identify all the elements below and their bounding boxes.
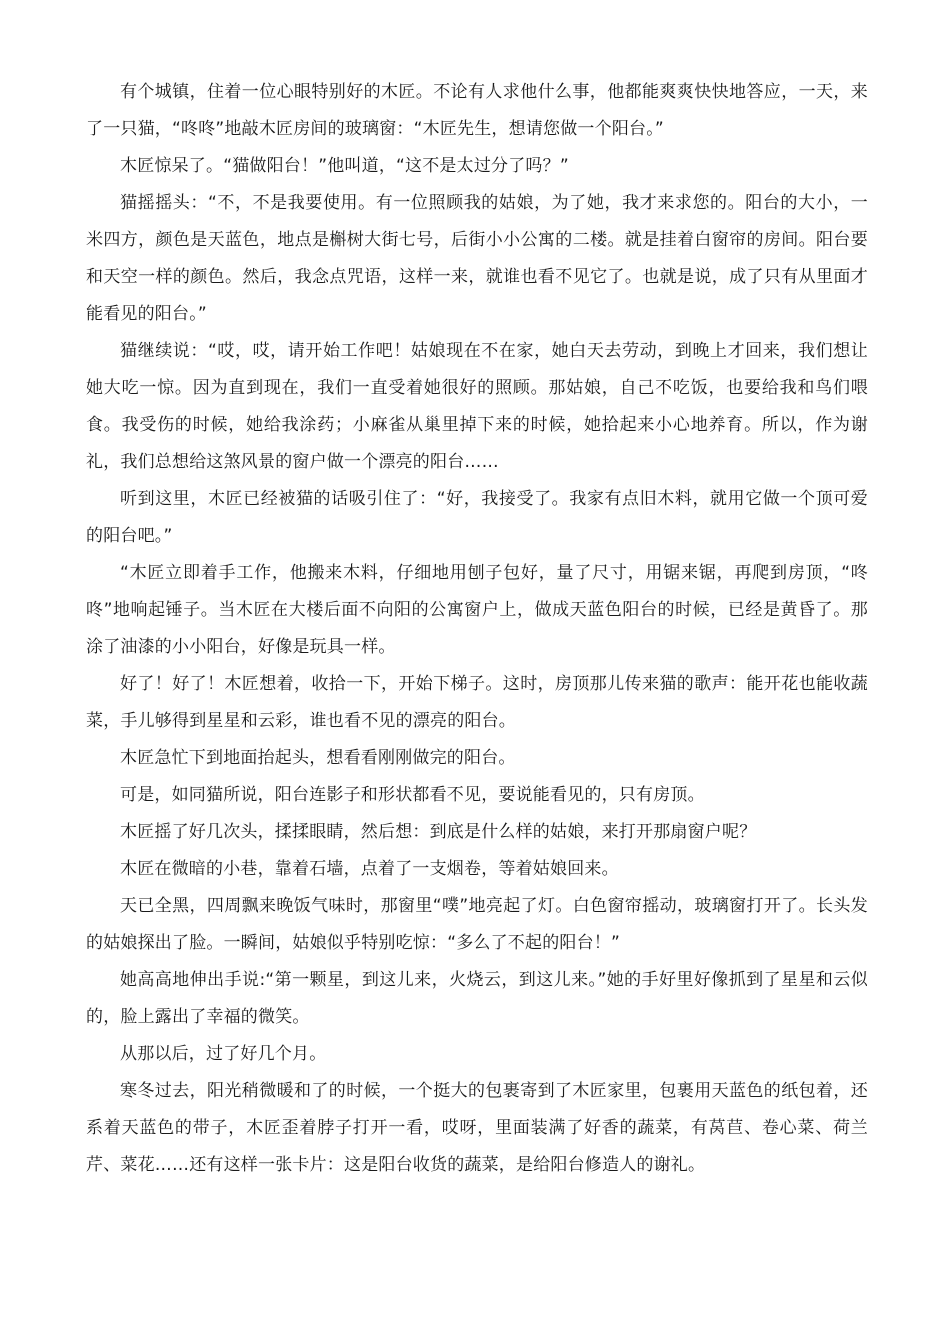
paragraph-13: 她高高地伸出手说:“第一颗星，到这儿来，火烧云，到这儿来。”她的手好里好像抓到了星星和云似的，脸上露出了幸福的微笑。	[86, 970, 868, 1027]
paragraph-14: 从那以后，过了好几个月。	[120, 1044, 327, 1064]
paragraph-1: 有个城镇，住着一位心眼特别好的木匠。不论有人求他什么事，他都能爽爽快快地答应，一天，来了一只猫，“咚咚”地敲木匠房间的玻璃窗：“木匠先生，想请您做一个阳台。”	[86, 82, 868, 139]
paragraph-8: 木匠急忙下到地面抬起头，想看看刚刚做完的阳台。	[120, 748, 516, 768]
paragraph-5: 听到这里，木匠已经被猫的话吸引住了：“好，我接受了。我家有点旧木料，就用它做一个顶可爱的阳台吧。”	[86, 489, 868, 546]
paragraph-6: “木匠立即着手工作，他搬来木料，仔细地用刨子包好，量了尺寸，用锯来锯，再爬到房顶，“咚咚”地响起锤子。当木匠在大楼后面不向阳的公寓窗户上，做成天蓝色阳台的时候，已经是黄昏了。那涂了油漆的小小阳台，好像是玩具一样。	[86, 563, 868, 657]
paragraph-3: 猫摇摇头：“不，不是我要使用。有一位照顾我的姑娘，为了她，我才来求您的。阳台的大小，一米四方，颜色是天蓝色，地点是槲树大街七号，后街小小公寓的二楼。就是挂着白窗帘的房间。阳台要和天空一样的颜色。然后，我念点咒语，这样一来，就谁也看不见它了。也就是说，成了只有从里面才能看见的阳台。”	[86, 193, 868, 324]
document-page	[86, 74, 868, 1184]
paragraph-4: 猫继续说：“哎，哎，请开始工作吧！姑娘现在不在家，她白天去劳动，到晚上才回来，我们想让她大吃一惊。因为直到现在，我们一直受着她很好的照顾。那姑娘，自己不吃饭，也要给我和鸟们喂食。我受伤的时候，她给我涂药；小麻雀从巢里掉下来的时候，她拾起来小心地养育。所以，作为谢礼，我们总想给这煞风景的窗户做一个漂亮的阳台……	[86, 341, 868, 472]
paragraph-7: 好了！好了！木匠想着，收拾一下，开始下梯子。这时，房顶那儿传来猫的歌声：能开花也能收蔬菜，手儿够得到星星和云彩，谁也看不见的漂亮的阳台。	[86, 674, 868, 731]
paragraph-9: 可是，如同猫所说，阳台连影子和形状都看不见，要说能看见的，只有房顶。	[120, 785, 705, 805]
paragraph-11: 木匠在微暗的小巷，靠着石墙，点着了一支烟卷，等着姑娘回来。	[120, 859, 619, 879]
paragraph-2: 木匠惊呆了。“猫做阳台！”他叫道，“这不是太过分了吗？”	[120, 156, 569, 176]
paragraph-15: 寒冬过去，阳光稍微暖和了的时候，一个挺大的包裹寄到了木匠家里，包裹用天蓝色的纸包着，还系着天蓝色的带子，木匠歪着脖子打开一看，哎呀，里面装满了好香的蔬菜，有莴苣、卷心菜、荷兰芹、菜花……还有这样一张卡片：这是阳台收货的蔬菜，是给阳台修造人的谢礼。	[86, 1081, 868, 1175]
paragraph-12: 天已全黑，四周飘来晚饭气味时，那窗里“噗”地亮起了灯。白色窗帘摇动，玻璃窗打开了。长头发的姑娘探出了脸。一瞬间，姑娘似乎特别吃惊：“多么了不起的阳台！”	[86, 896, 868, 953]
paragraph-10: 木匠摇了好几次头，揉揉眼睛，然后想：到底是什么样的姑娘，来打开那扇窗户呢？	[120, 822, 757, 842]
